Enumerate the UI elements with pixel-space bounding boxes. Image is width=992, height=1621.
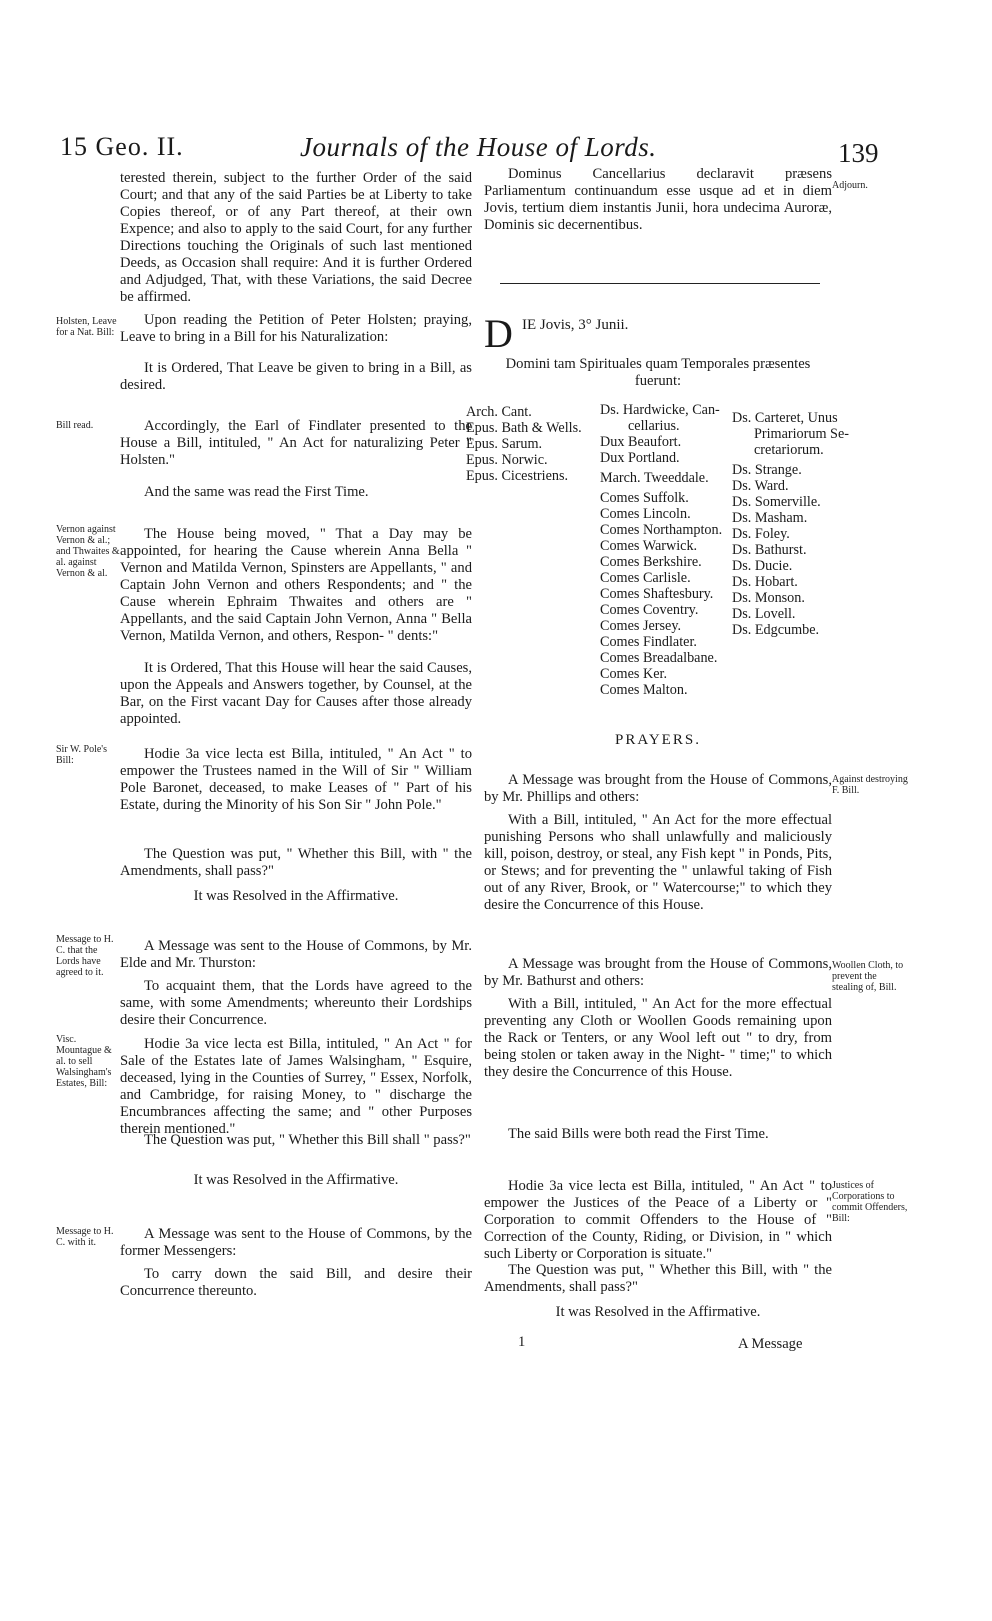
lord-entry: Dux Portland. (600, 450, 680, 466)
lord-entry: Ds. Carteret, Unus (732, 410, 838, 426)
left-paragraph-8: Hodie 3a vice lecta est Billa, intituled, " An Act " to empower the Trustees named in the Will of Sir " William Pole Baronet, deceased, to make Leases of " Part of his Estate, during the Minority of his Son Sir " John Pole." (120, 746, 472, 813)
margin-note-bill-read: Bill read. (56, 420, 94, 431)
lords-list-temporal (600, 402, 722, 698)
left-paragraph-5: And the same was read the First Time. (144, 484, 369, 500)
margin-note-message-lords-agreed: Message to H. C. that the Lords have agreed to it. (56, 934, 114, 978)
left-paragraph-13: Hodie 3a vice lecta est Billa, intituled, " An Act " for Sale of the Estates late of James Walsingham, " Esquire, deceased, lying in the Counties of Surrey, " Essex, Norfolk, and Cambridge, for raising Money, to " discharge the Encumbrances affecting the same; and " other Purposes therein mentioned." (120, 1036, 472, 1137)
drop-cap: D (484, 311, 513, 356)
lord-entry: Comes Suffolk. (600, 490, 689, 506)
lord-entry: Comes Malton. (600, 682, 688, 698)
lord-entry: Comes Ker. (600, 666, 667, 682)
lord-entry: Ds. Lovell. (732, 606, 796, 622)
right-paragraph-8: The Question was put, " Whether this Bill, with " the Amendments, shall pass?" (484, 1262, 832, 1295)
right-paragraph-6: The said Bills were both read the First Time. (508, 1126, 769, 1142)
lord-entry: Ds. Strange. (732, 462, 802, 478)
lord-entry: Comes Lincoln. (600, 506, 691, 522)
lord-entry: Epus. Cicestriens. (466, 468, 569, 484)
left-paragraph-15: It was Resolved in the Affirmative. (193, 1172, 399, 1188)
lord-entry: Ds. Hobart. (732, 574, 798, 590)
left-paragraph-10: It was Resolved in the Affirmative. (193, 888, 399, 904)
right-paragraph-3: With a Bill, intituled, " An Act for the more effectual punishing Persons who shall unlawfully and maliciously kill, poison, destroy, or steal, any Fish kept " in Ponds, Pits, or Stews; and for preventing the " unlawful taking of Fish out of any River, Brook, or " Watercourse;" to which they desire the Concurrence of this House. (484, 812, 832, 913)
date-heading: IE Jovis, 3° Junii. (522, 317, 629, 333)
lord-entry: Ds. Ducie. (732, 558, 793, 574)
lord-entry: Ds. Ward. (732, 478, 789, 494)
lord-entry: Epus. Norwic. (466, 452, 548, 468)
margin-note-message-with-it: Message to H. C. with it. (56, 1226, 114, 1248)
left-paragraph-17: To carry down the said Bill, and desire their Concurrence thereunto. (120, 1266, 472, 1299)
margin-note-vernon: Vernon against Vernon & al.; and Thwaites & al. against Vernon & al. (56, 524, 120, 579)
left-paragraph-1: terested therein, subject to the further Order of the said Court; and that any of the said Parties be at Liberty to take Copies thereof, or of any Part thereof, at their own Expence; and also to apply to the said Court, for any further Directions touching the Originals of such last mentioned Deeds, as Occasion shall require: And it is further Ordered and Adjudged, That, with these Variations, the said Decree be affirmed. (120, 170, 472, 305)
lords-list-spiritual (466, 404, 582, 484)
right-paragraph-5: With a Bill, intituled, " An Act for the more effectual preventing any Cloth or Woollen Goods remaining upon the Rack or Tenters, or any Wool left out " to dry, from being stolen or taken away in the Night- " time;" to which they desire the Concurrence of this House. (484, 996, 832, 1080)
lord-entry: March. Tweeddale. (600, 470, 709, 486)
left-paragraph-3: It is Ordered, That Leave be given to bring in a Bill, as desired. (120, 360, 472, 393)
lord-entry: Ds. Somerville. (732, 494, 821, 510)
lord-entry: Ds. Foley. (732, 526, 790, 542)
margin-note-mountague: Visc. Mountague & al. to sell Walsingham's Estates, Bill: (56, 1034, 112, 1089)
lord-entry: Arch. Cant. (466, 404, 532, 420)
lord-entry: Ds. Hardwicke, Can- (600, 402, 720, 418)
lord-entry: Dux Beaufort. (600, 434, 682, 450)
lord-entry: Ds. Bathurst. (732, 542, 807, 558)
lord-entry: Comes Warwick. (600, 538, 698, 554)
lord-entry: Comes Northampton. (600, 522, 723, 538)
left-paragraph-2: Upon reading the Petition of Peter Holsten; praying, Leave to bring in a Bill for his Naturalization: (120, 312, 472, 345)
lord-entry: Comes Coventry. (600, 602, 699, 618)
right-paragraph-4: A Message was brought from the House of Commons, by Mr. Bathurst and others: (484, 956, 832, 989)
catchword: A Message (738, 1336, 803, 1352)
lord-entry: Epus. Bath & Wells. (466, 420, 582, 436)
left-paragraph-16: A Message was sent to the House of Commons, by the former Messengers: (120, 1226, 472, 1259)
right-paragraph-7: Hodie 3a vice lecta est Billa, intituled, " An Act " to empower the Justices of the Peace of a Liberty or " Corporation to commit Offenders to the House of " Correction of the County, Riding, or Division, in " which such Liberty or Corporation is situate." (484, 1178, 832, 1262)
margin-note-woollen: Woollen Cloth, to prevent the stealing of, Bill. (832, 960, 904, 993)
lord-entry: Ds. Edgcumbe. (732, 622, 820, 638)
present-line: Domini tam Spirituales quam Temporales præsentes fuerunt: (505, 356, 811, 389)
lord-entry: Epus. Sarum. (466, 436, 543, 452)
lord-entry: Comes Breadalbane. (600, 650, 718, 666)
right-paragraph-2: A Message was brought from the House of Commons, by Mr. Phillips and others: (484, 772, 832, 805)
left-paragraph-4: Accordingly, the Earl of Findlater presented to the House a Bill, intituled, " An Act for naturalizing Peter " Holsten." (120, 418, 472, 468)
left-paragraph-12: To acquaint them, that the Lords have agreed to the same, with some Amendments; whereunto their Lordships desire their Concurrence. (120, 978, 472, 1028)
left-paragraph-7: It is Ordered, That this House will hear the said Causes, upon the Appeals and Answers together, by Counsel, at the Bar, on the First vacant Day for Causes after those already appointed. (120, 660, 472, 727)
lord-entry: Ds. Monson. (732, 590, 805, 606)
lord-entry: Comes Shaftesbury. (600, 586, 714, 602)
margin-note-fish: Against destroying F. Bill. (832, 774, 908, 796)
lords-list-barons (732, 410, 849, 638)
right-paragraph-9: It was Resolved in the Affirmative. (555, 1304, 761, 1320)
margin-note-pole: Sir W. Pole's Bill: (56, 744, 107, 766)
left-paragraph-9: The Question was put, " Whether this Bill, with " the Amendments, shall pass?" (120, 846, 472, 879)
lord-entry: Comes Carlisle. (600, 570, 691, 586)
signature-mark: 1 (518, 1334, 526, 1350)
prayers-heading: PRAYERS. (615, 732, 701, 748)
lord-entry: Comes Findlater. (600, 634, 697, 650)
lord-entry: cretariorum. (754, 442, 824, 458)
lord-entry: Ds. Masham. (732, 510, 808, 526)
margin-note-holsten: Holsten, Leave for a Nat. Bill: (56, 316, 117, 338)
left-paragraph-14: The Question was put, " Whether this Bill shall " pass?" (144, 1132, 471, 1148)
lord-entry: Primariorum Se- (754, 426, 849, 442)
header-title: Journals of the House of Lords. (300, 132, 657, 162)
lord-entry: cellarius. (628, 418, 680, 434)
margin-note-justices: Justices of Corporations to commit Offenders, Bill: (832, 1180, 908, 1224)
left-paragraph-6: The House being moved, " That a Day may be appointed, for hearing the Cause wherein Anna Bella " Vernon and Matilda Vernon, Spinsters are Appellants, " and Captain John Vernon and others Respondents; and " the Cause wherein Ephraim Thwaites and others are " Appellants, and the said Captain John Vernon, Anna " Bella Vernon, Matilda Vernon, and others, Respon- " dents:" (120, 526, 472, 644)
left-paragraph-11: A Message was sent to the House of Commons, by Mr. Elde and Mr. Thurston: (120, 938, 472, 971)
lord-entry: Comes Berkshire. (600, 554, 702, 570)
right-paragraph-1: Dominus Cancellarius declaravit præsens Parliamentum continuandum esse usque ad et in diem Jovis, tertium diem instantis Junii, hora undecima Auroræ, Dominis sic decernentibus. (484, 166, 832, 233)
page-number: 139 (838, 138, 879, 168)
section-rule (500, 283, 820, 284)
header-regnal-year: 15 Geo. II. (60, 132, 184, 161)
margin-note-adjourn: Adjourn. (832, 180, 868, 191)
lord-entry: Comes Jersey. (600, 618, 682, 634)
